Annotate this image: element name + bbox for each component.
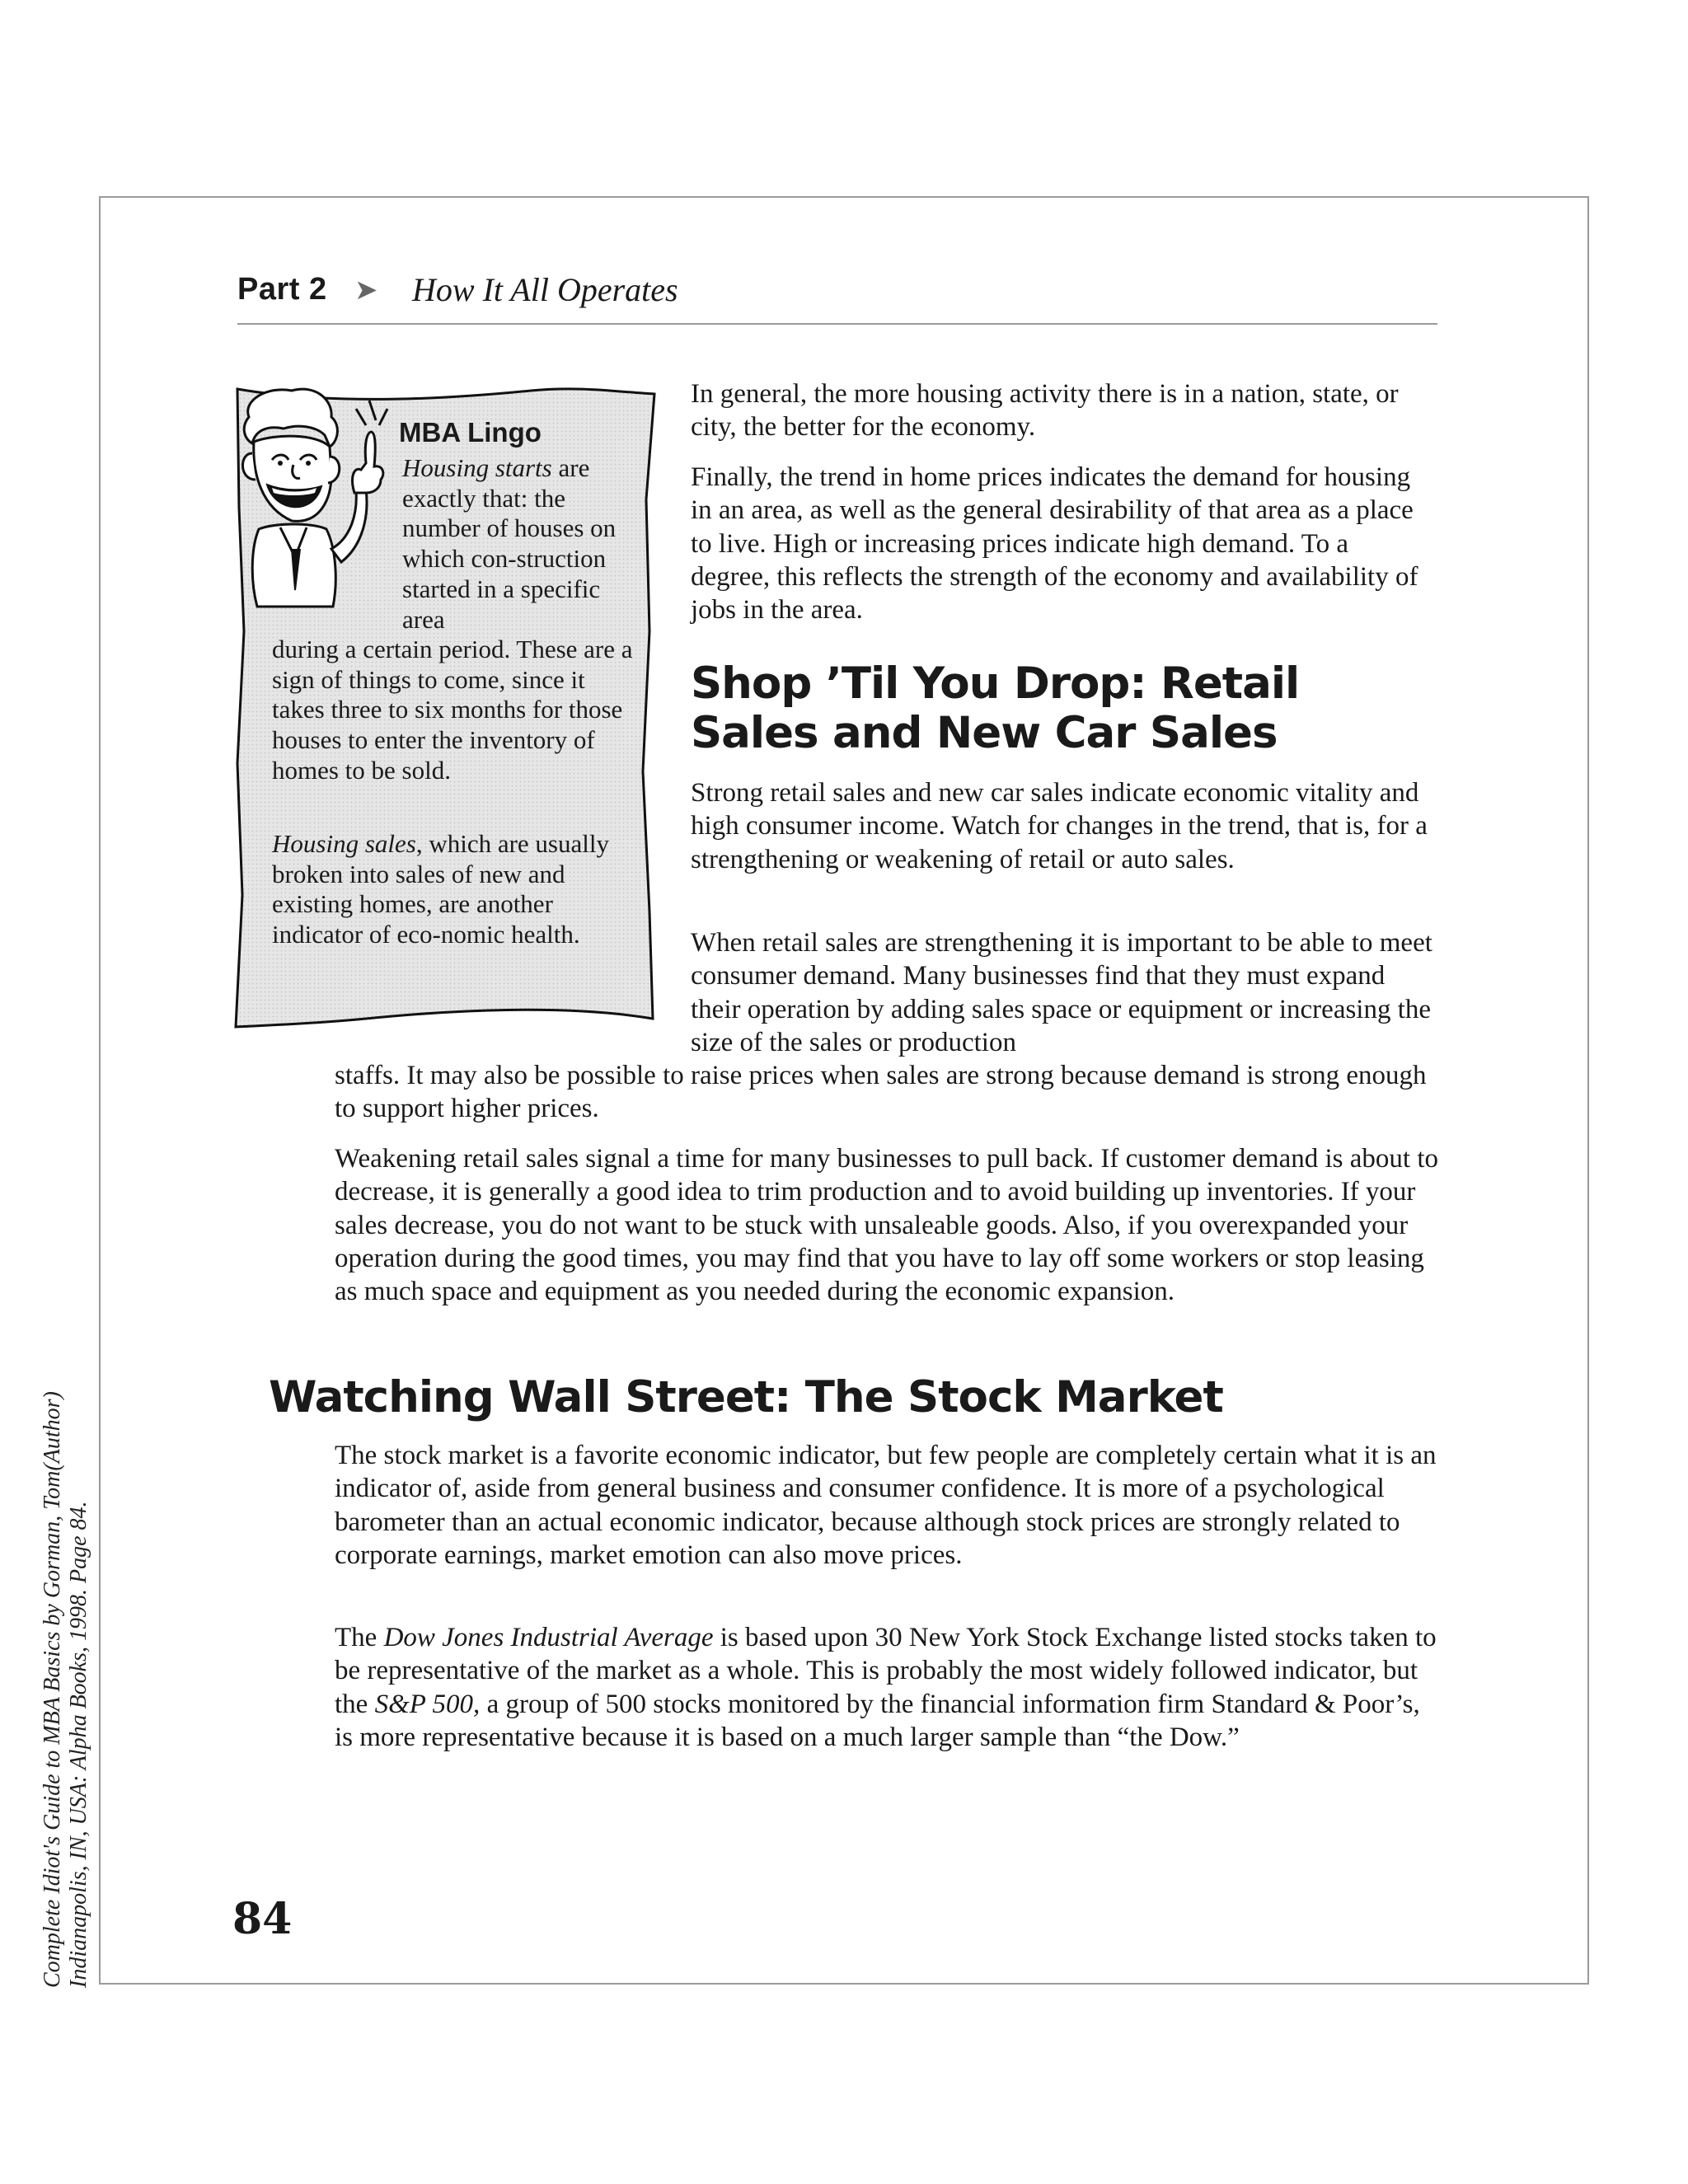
sidebar-para2-text: , which are usually broken into sales of new and existing homes, are another indicator of eco-nomic health. — [272, 829, 609, 949]
arrow-icon: ➤ — [354, 274, 378, 307]
paragraph-dow-jones — [335, 1621, 1439, 1754]
citation-line-1: Complete Idiot's Guide to MBA Basics by Gorman, Tom(Author) — [40, 1391, 65, 1988]
dow-text-a: The — [335, 1623, 384, 1652]
heading-retail-sales: Shop ’Til You Drop: Retail Sales and New Car Sales — [691, 658, 1300, 758]
page-number: 84 — [232, 1894, 293, 1944]
running-head — [237, 269, 1437, 325]
paragraph-housing-activity: In general, the more housing activity there is in a nation, state, or city, the better for the economy. — [691, 379, 1399, 443]
sidebar-para1-rest: during a certain period. These are a sign of things to come, since it takes three to six months for those houses to enter the inventory of homes to be sold. — [272, 635, 633, 785]
dow-text-b: is based upon 30 New York Stock Exchange listed stocks taken to be representative of the market as a whole. This is probably the most widely followed indicator, but the — [335, 1623, 1437, 1719]
paragraph-strong-retail: Strong retail sales and new car sales indicate economic vitality and high consumer income. Watch for changes in the trend, that is, for a strengthening or weakening of retail or auto sales. — [691, 778, 1428, 874]
sidebar-heading: MBA Lingo — [399, 417, 542, 448]
paragraph-weakening-retail: Weakening retail sales signal a time for many businesses to pull back. If customer demand is about to decrease, it is generally a good idea to trim production and to avoid building up inventories. If your sales decrease, you do not want to be stuck with unsaleable goods. Also, if you overexpanded your operation during the good times, you may find that you have to lay off some workers or stop leasing as much space and equipment as you needed during the economic expansion. — [335, 1144, 1438, 1307]
citation-line-2: Indianapolis, IN, USA: Alpha Books, 1998. Page 84. — [66, 1501, 91, 1988]
part-label: Part 2 — [237, 272, 327, 307]
sidebar-para1-top — [402, 453, 631, 635]
paragraph-home-prices: Finally, the trend in home prices indicates the demand for housing in an area, as well as the general desirability of that area as a place to live. High or increasing prices indicate high demand. To a degree, this reflects the strength of the economy and availability of jobs in the area. — [691, 462, 1418, 626]
dow-text-c: a group of 500 stocks monitored by the financial information firm Standard & Poor’s, is more representative because it is based on a much larger sample than “the Dow.” — [335, 1689, 1420, 1752]
sidebar-para2 — [272, 829, 635, 950]
paragraph-stock-market: The stock market is a favorite economic indicator, but few people are completely certain what it is an indicator of, aside from general business and consumer confidence. It is more of a psychological barometer than an actual economic indicator, because although stock prices are strongly related to corporate earnings, market emotion can also move prices. — [335, 1441, 1437, 1570]
sidebar-para1-top-text: are exactly that: the number of houses on which con-struction started in a specific area — [402, 453, 617, 634]
term-dow-jones: Dow Jones Industrial Average — [383, 1623, 714, 1652]
term-sp-500: S&P 500, — [374, 1689, 481, 1719]
heading-stock-market: Watching Wall Street: The Stock Market — [269, 1372, 1223, 1422]
paragraph-strengthening-cont: staffs. It may also be possible to raise prices when sales are strong because demand is strong enough to support higher prices. — [335, 1061, 1427, 1124]
term-housing-starts: Housing starts — [402, 453, 552, 482]
cartoon-presenter-figure — [234, 384, 399, 615]
citation-margin-note — [40, 1391, 92, 1988]
part-title: How It All Operates — [412, 271, 678, 308]
mba-lingo-sidebar — [234, 384, 658, 1029]
paragraph-strengthening-col: When retail sales are strengthening it is important to be able to meet consumer demand. Many businesses find that they must expand their operation by adding sales space or equipment or increasing the size of the sales or production — [691, 928, 1432, 1057]
term-housing-sales: Housing sales — [272, 829, 416, 858]
